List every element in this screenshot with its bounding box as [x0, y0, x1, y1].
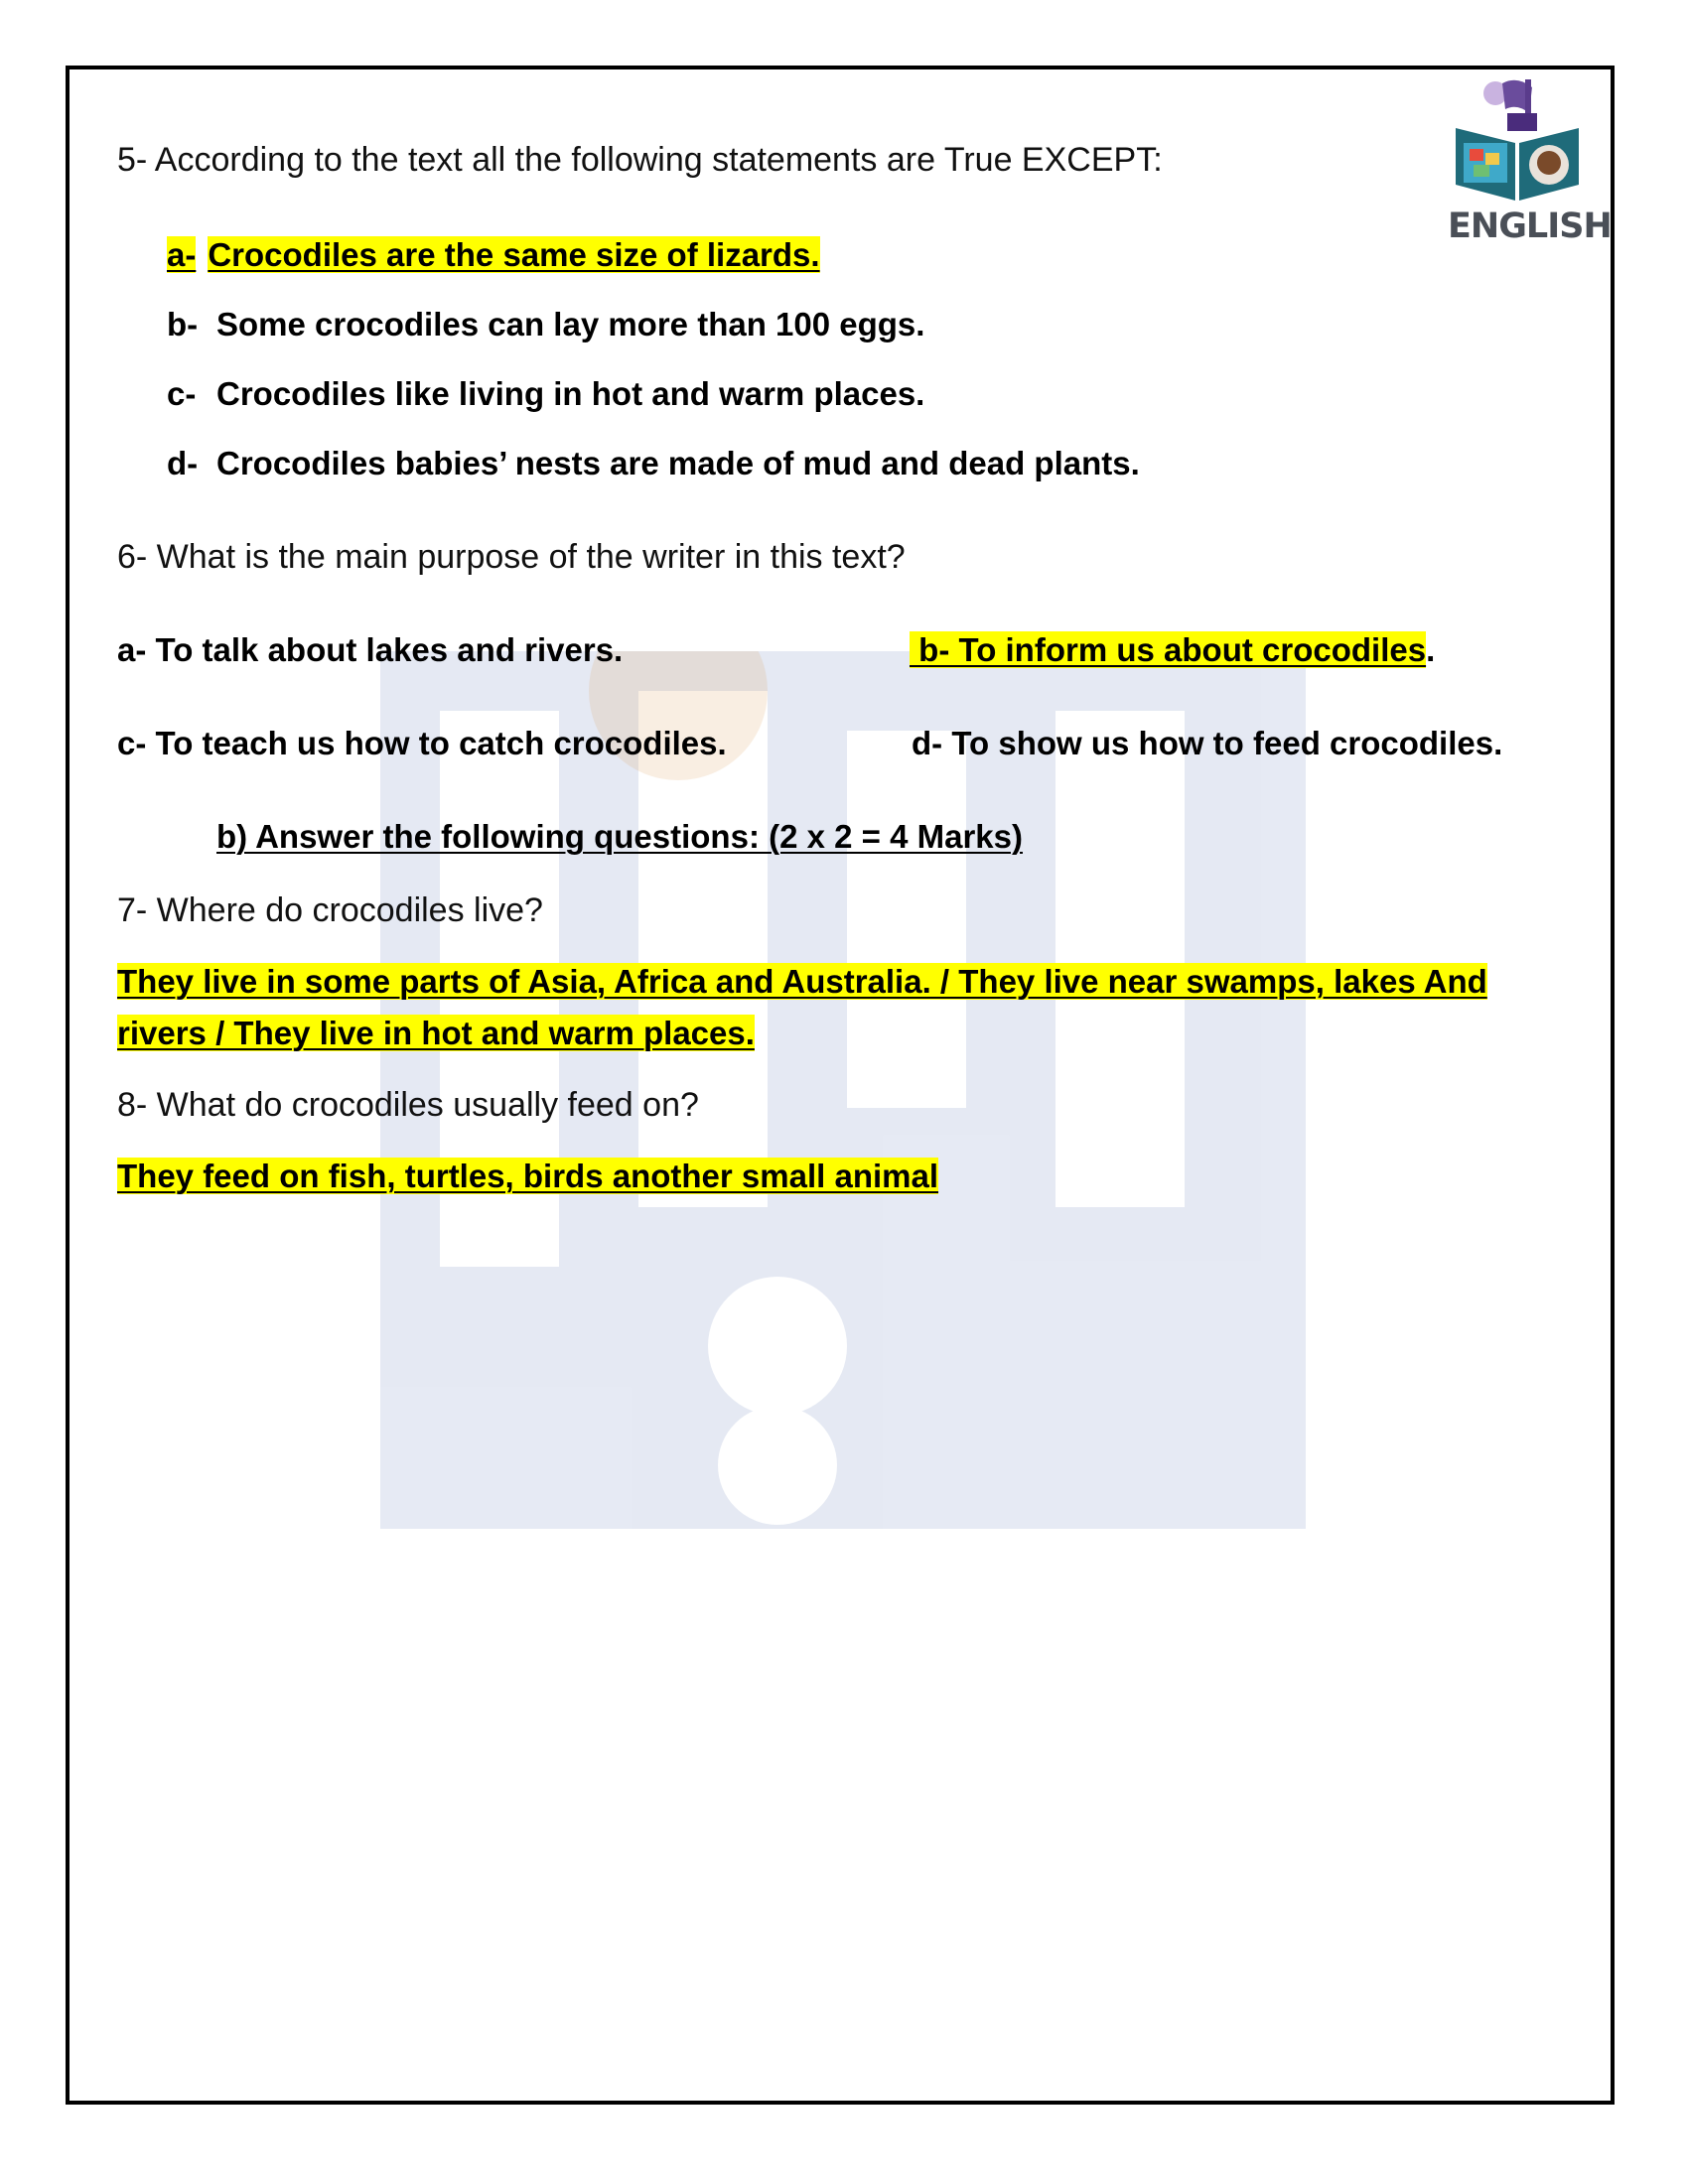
book-logo-icon	[1448, 73, 1587, 203]
option-5c-letter: c-	[167, 375, 197, 412]
section-b-heading: b) Answer the following questions: (2 x 2 = 4 Marks)	[216, 818, 1023, 855]
answer-7-line-2-wrap	[117, 1015, 755, 1052]
question-8: 8- What do crocodiles usually feed on?	[117, 1086, 699, 1124]
answer-7-line-1: They live in some parts of Asia, Africa and Australia. / They live near swamps, lakes And	[117, 963, 1487, 1000]
english-logo	[1448, 73, 1612, 252]
option-5a-text: Crocodiles are the same size of lizards.	[208, 236, 820, 273]
option-6b	[910, 631, 1435, 669]
option-6d: d- To show us how to feed crocodiles.	[912, 725, 1503, 761]
question-6: 6- What is the main purpose of the writer in this text?	[117, 538, 906, 576]
option-5b-text: Some crocodiles can lay more than 100 eggs.	[216, 306, 925, 342]
option-6b-text: b- To inform us about crocodiles	[910, 631, 1427, 668]
option-6b-suffix: .	[1426, 631, 1436, 668]
option-5a	[167, 236, 820, 274]
question-5: 5- According to the text all the following statements are True EXCEPT:	[117, 141, 1163, 179]
answer-8-wrap	[117, 1158, 938, 1195]
option-5c	[167, 375, 924, 413]
answer-7-line-2: rivers / They live in hot and warm places.	[117, 1015, 755, 1051]
option-5d-text: Crocodiles babies’ nests are made of mud and dead plants.	[216, 445, 1140, 481]
option-5b	[167, 306, 924, 343]
logo-label: ENGLISH	[1448, 206, 1612, 246]
question-7: 7- Where do crocodiles live?	[117, 891, 543, 929]
option-5d-letter: d-	[167, 445, 199, 481]
option-5a-letter: a-	[167, 236, 197, 273]
option-5b-letter: b-	[167, 306, 199, 342]
option-5c-text: Crocodiles like living in hot and warm places.	[216, 375, 925, 412]
answer-8: They feed on fish, turtles, birds another small animal	[117, 1158, 939, 1194]
option-6a: a- To talk about lakes and rivers.	[117, 631, 624, 668]
answer-7-line-1-wrap	[117, 963, 1487, 1001]
option-6c: c- To teach us how to catch crocodiles.	[117, 725, 727, 761]
option-5d	[167, 445, 1140, 482]
